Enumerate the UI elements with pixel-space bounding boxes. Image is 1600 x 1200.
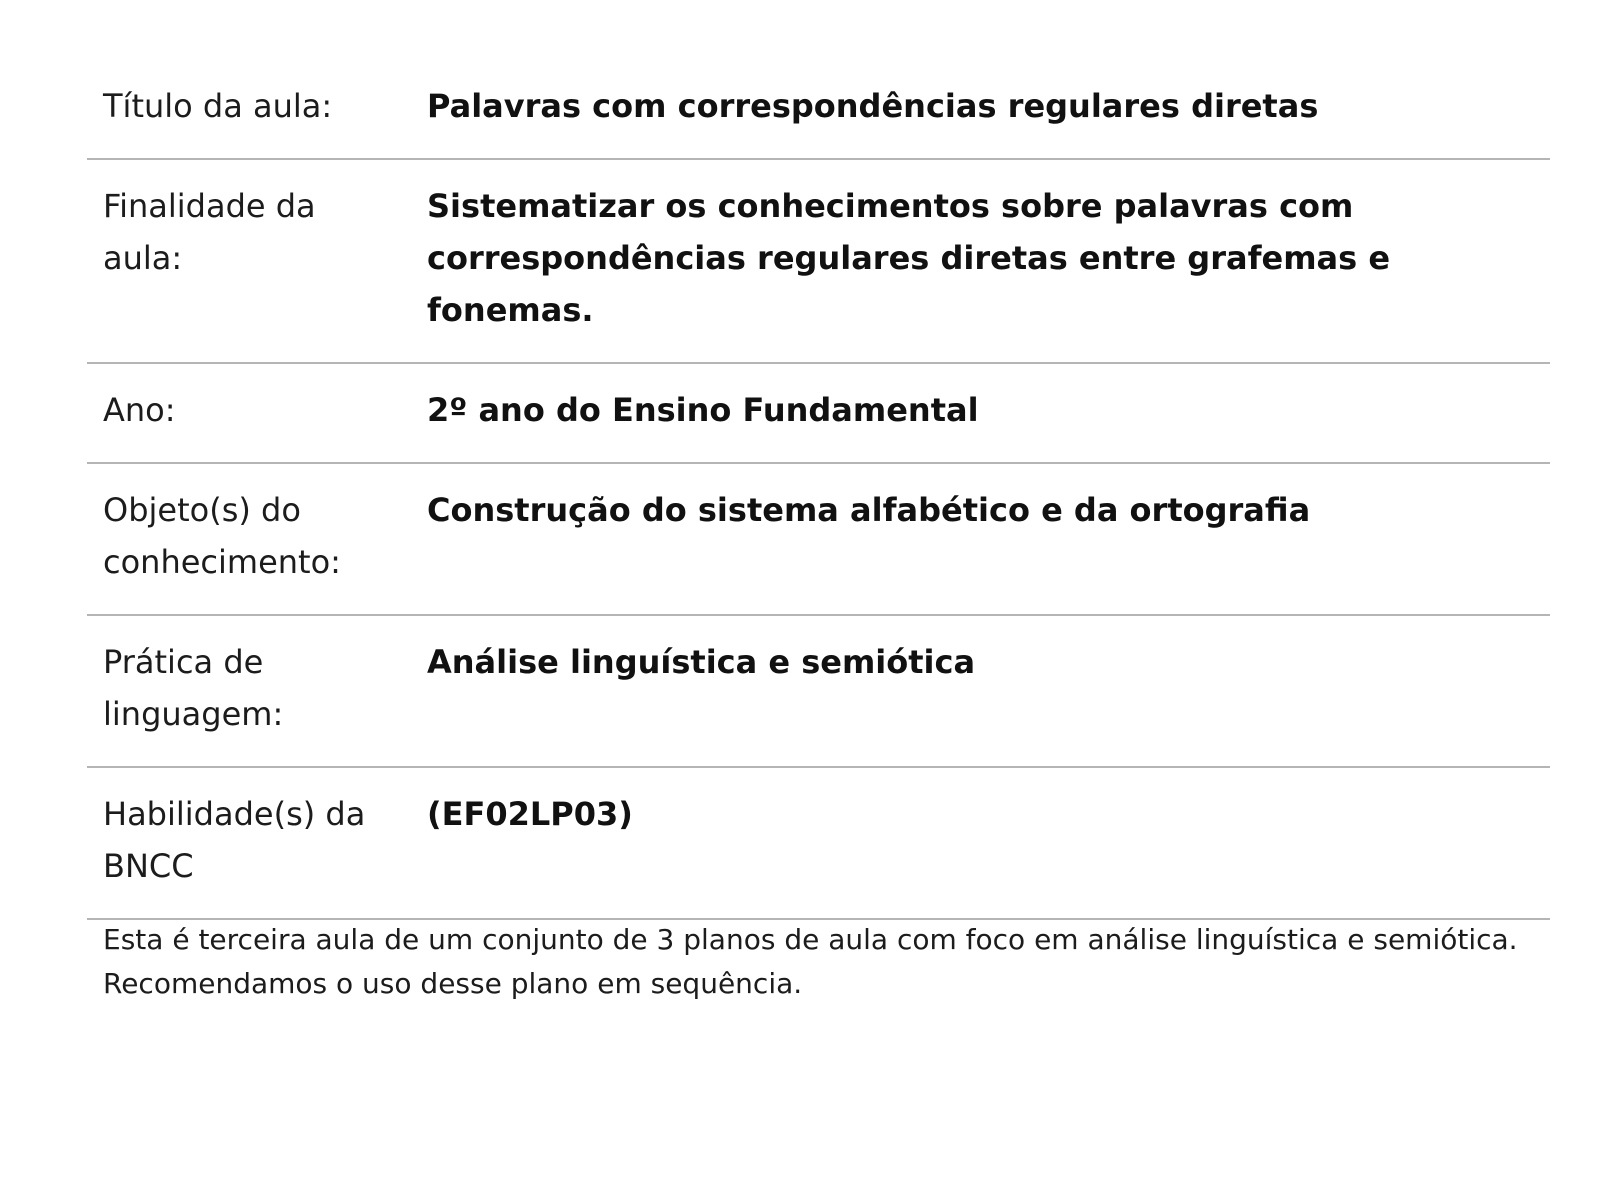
row-value xyxy=(427,463,1550,615)
row-value xyxy=(427,615,1550,767)
label-text: Ano: xyxy=(103,391,176,429)
value-text: Sistematizar os conhecimentos sobre palavras com correspondências regulares diretas entre grafemas e fonemas. xyxy=(427,187,1391,329)
row-label xyxy=(87,58,427,159)
label-text: Objeto(s) do conhecimento: xyxy=(103,491,341,581)
row-knowledge-object xyxy=(87,463,1550,615)
label-text: Prática de linguagem: xyxy=(103,643,284,733)
lesson-info-table xyxy=(87,58,1550,920)
value-text: Palavras com correspondências regulares diretas xyxy=(427,87,1319,125)
row-label xyxy=(87,159,427,363)
value-text: Análise linguística e semiótica xyxy=(427,643,976,681)
row-value xyxy=(427,767,1550,919)
label-text: Título da aula: xyxy=(103,87,333,125)
value-text: Construção do sistema alfabético e da ortografia xyxy=(427,491,1311,529)
row-bncc-skill xyxy=(87,767,1550,919)
row-label xyxy=(87,767,427,919)
row-label xyxy=(87,363,427,463)
row-label xyxy=(87,615,427,767)
row-label xyxy=(87,463,427,615)
row-school-year xyxy=(87,363,1550,463)
value-text: 2º ano do Ensino Fundamental xyxy=(427,391,979,429)
row-value xyxy=(427,159,1550,363)
value-text: (EF02LP03) xyxy=(427,795,633,833)
label-text: Finalidade da aula: xyxy=(103,187,316,277)
sequence-note: Esta é terceira aula de um conjunto de 3 planos de aula com foco em análise linguística e semiótica. Recomendamos o uso desse plano em sequência. xyxy=(103,923,1518,1000)
label-text: Habilidade(s) da BNCC xyxy=(103,795,366,885)
row-value xyxy=(427,58,1550,159)
row-language-practice xyxy=(87,615,1550,767)
row-lesson-title xyxy=(87,58,1550,159)
row-value xyxy=(427,363,1550,463)
row-lesson-purpose xyxy=(87,159,1550,363)
